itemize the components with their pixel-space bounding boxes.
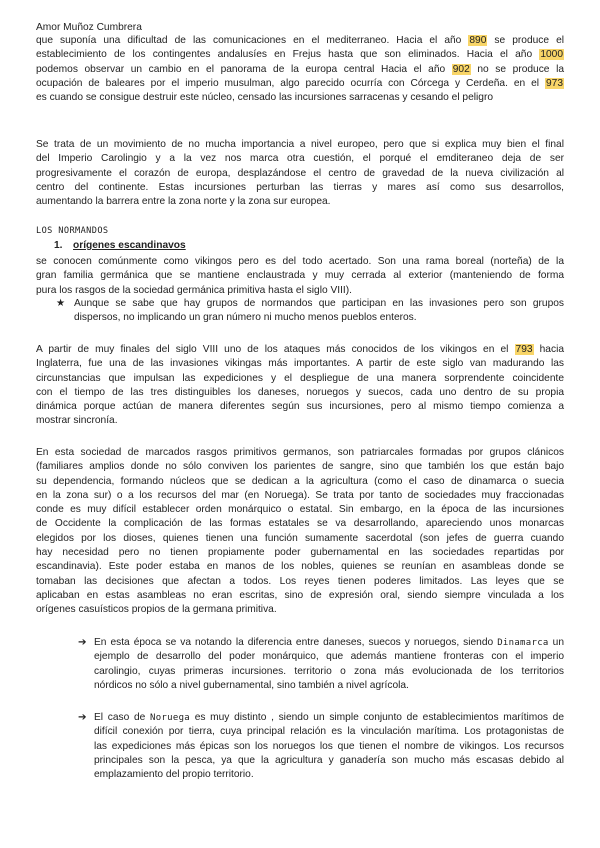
text-line: progresivamente el corazón de europa, desplazándose el centro de gravedad de la nueva civilización al: [36, 167, 564, 179]
intro-paragraph: [36, 34, 564, 105]
arrow-right-icon: ➔: [78, 637, 87, 648]
star-bullet-text: [74, 297, 564, 326]
text-line: que suponía una dificultad de las comunicaciones en el mediterraneo. Hacia el año 890 se produce el: [36, 35, 564, 46]
text-line: carolingio, cuyas primeras incursiones. territorio o zona más evolucionada de los territorios: [94, 665, 564, 677]
text-line: En esta sociedad de marcados rasgos primitivos germanos, son patriarcales formadas por grupos clánicos: [36, 447, 564, 458]
text-line: hay necesidad pero no tienen propiamente poder gubernamental en las sociedades repartidas por: [36, 547, 564, 559]
author-name: Amor Muñoz Cumbrera: [36, 22, 142, 33]
text-line: mostrar sincronía.: [36, 415, 118, 427]
text-line: El caso de Noruega es muy distinto , siendo un simple conjunto de establecimientos marítimos de: [94, 712, 564, 723]
paragraph-origins: [36, 255, 564, 298]
text-line: se conocen comúnmente como vikingos pero es del todo acertado. Son una rama boreal (norteña) de la: [36, 256, 564, 267]
text-line: del Imperio Carolingio y a la vez nos marca otra cuestión, el porqué el emditeraneo deja de ser: [36, 153, 564, 165]
star-bullet-item: [56, 297, 564, 326]
text-line: En esta época se va notando la diferencia entre daneses, suecos y noruegos, siendo Dinamarca un: [94, 637, 564, 648]
highlighted-year: 902: [452, 63, 470, 75]
highlighted-year: 793: [515, 344, 533, 355]
text-line: ocupación de baleares por el imperio musulman, algo parecido ocurría con Córcega y Cerdeña. en el 973: [36, 77, 563, 89]
highlighted-year: 1000: [540, 49, 563, 61]
text-line: con el tiempo de las tres distinguibles los daneses, noruegos y suecos, cada uno dentro de su propia: [36, 386, 564, 398]
text-line: circunstancias que impulsan las expediciones y el despliegue de una manera sorprendente coincidente: [36, 372, 564, 384]
text-line: las expediciones más épicas son los noruegos los que tienen el nombre de vikingos. Los recursos: [94, 740, 564, 752]
text-line: en la zona sur) o a los recursos del mar (en Noruega). Se trata por tanto de sociedades muy fraccionadas: [36, 489, 564, 501]
arrow-bullet-denmark: [78, 636, 564, 693]
text-line: aplicaban en estas asambleas no eran escritas, sino de expresión oral, siendo siempre vinculada a los: [36, 589, 564, 601]
paragraph-793-invasion: [36, 343, 564, 429]
text-line: emplazamiento del propio territorio.: [94, 769, 254, 781]
highlighted-year: 973: [546, 77, 563, 89]
handwritten-word: Dinamarca: [497, 638, 549, 648]
arrow-bullet-norway: [78, 711, 564, 782]
subheading-title: orígenes escandinavos: [73, 240, 186, 251]
text-line: aumentando la barrera entre la zona norte y la zona sur europea.: [36, 196, 331, 208]
text-line: conde es muy difícil establecer orden monárquico o estatal. Sin embargo, en la época de las incursiones: [36, 504, 564, 516]
handwritten-word: Noruega: [149, 713, 191, 723]
arrow-bullet-denmark-text: [94, 636, 564, 693]
text-line: establecimiento de los contingentes andalusíes en Frejus hasta que son eliminados. Hacia el año 1000: [36, 49, 563, 61]
text-line: gran familia germánica que se mantiene enclaustrada y muy cerrada al exterior (manteniendo de forma: [36, 270, 564, 282]
text-line: nórdicos no sólo a nivel gubernamental, sino también a nivel agrícola.: [94, 679, 409, 691]
text-line: ejemplo de desarrollo del poder monárquico, que además mantiene fronteras con el imperio: [94, 651, 564, 663]
text-line: principales son la pesca, ya que la agricultura y ganadería son mucho más escasas debido al: [94, 754, 564, 766]
arrow-right-icon: ➔: [78, 712, 87, 723]
text-line: dispersos, no implicando un gran número ni mucho menos pueblos enteros.: [74, 312, 417, 324]
section-heading: LOS NORMANDOS: [36, 226, 109, 236]
text-line: elegidos por los dioses, quienes tienen una función sumamente sacerdotal (son jefes de guerra cuando: [36, 532, 564, 544]
text-line: orígenes casuísticos propios de la germana primitiva.: [36, 604, 277, 616]
text-line: A partir de muy finales del siglo VIII uno de los ataques más conocidos de los vikingos en el 793 hacia: [36, 344, 564, 355]
star-icon: ★: [56, 298, 66, 309]
text-line: Inglaterra, fue una de las invasiones vikingas más importantes. A partir de este siglo van madurando las: [36, 358, 564, 370]
paragraph-society: [36, 446, 564, 618]
text-line: difícil conexión por tierra, cuya principal relación es la vinculación marítima. Los protagonistas de: [94, 726, 564, 738]
subheading: [54, 240, 186, 251]
text-line: su dependencia, formando núcleos que se dedican a la agricultura (como el caso de dinamarca o suecia: [36, 475, 564, 487]
text-line: escandinavia). Este poder estaba en manos de los nobles, quienes se reunían en asambleas donde se: [36, 561, 564, 573]
text-line: pura los rasgos de la sociedad germánica primitiva hasta el siglo VIII).: [36, 284, 352, 296]
highlighted-year: 890: [469, 35, 487, 46]
paragraph-carolingian: [36, 138, 564, 209]
text-line: Aunque se sabe que hay grupos de normandos que participan en las invasiones pero son grupos: [74, 298, 564, 309]
text-line: de Occidente la complicación de las formas estatales se va desarrollando, apareciendo unos monarcas: [36, 518, 564, 530]
subheading-number: 1.: [54, 240, 63, 251]
arrow-bullet-norway-text: [94, 711, 564, 782]
text-line: dinámica porque actúan de manera diferentes según sus incursiones, pero al mismo tiempo comienza a: [36, 401, 564, 413]
text-line: tomaban las decisiones que afectan a todos. Los reyes tienen poderes limitados. Las leyes que se: [36, 575, 564, 587]
text-line: podemos observar un cambio en el panorama de la europa central Hacia el año 902 no se produce la: [36, 63, 564, 75]
text-line: es cuando se consigue destruir este núcleo, censado las incursiones sarracenas y cesando el peligro: [36, 92, 494, 104]
text-line: Se trata de un movimiento de no mucha importancia a nivel europeo, pero que si explica muy bien el final: [36, 139, 564, 150]
text-line: centro del continente. Estas incursiones perturban las tierras y mares así como sus desarrollos,: [36, 181, 564, 193]
text-line: (familiares amplios donde no sólo conviven los parientes de sangre, sino que también los que están bajo: [36, 461, 564, 473]
